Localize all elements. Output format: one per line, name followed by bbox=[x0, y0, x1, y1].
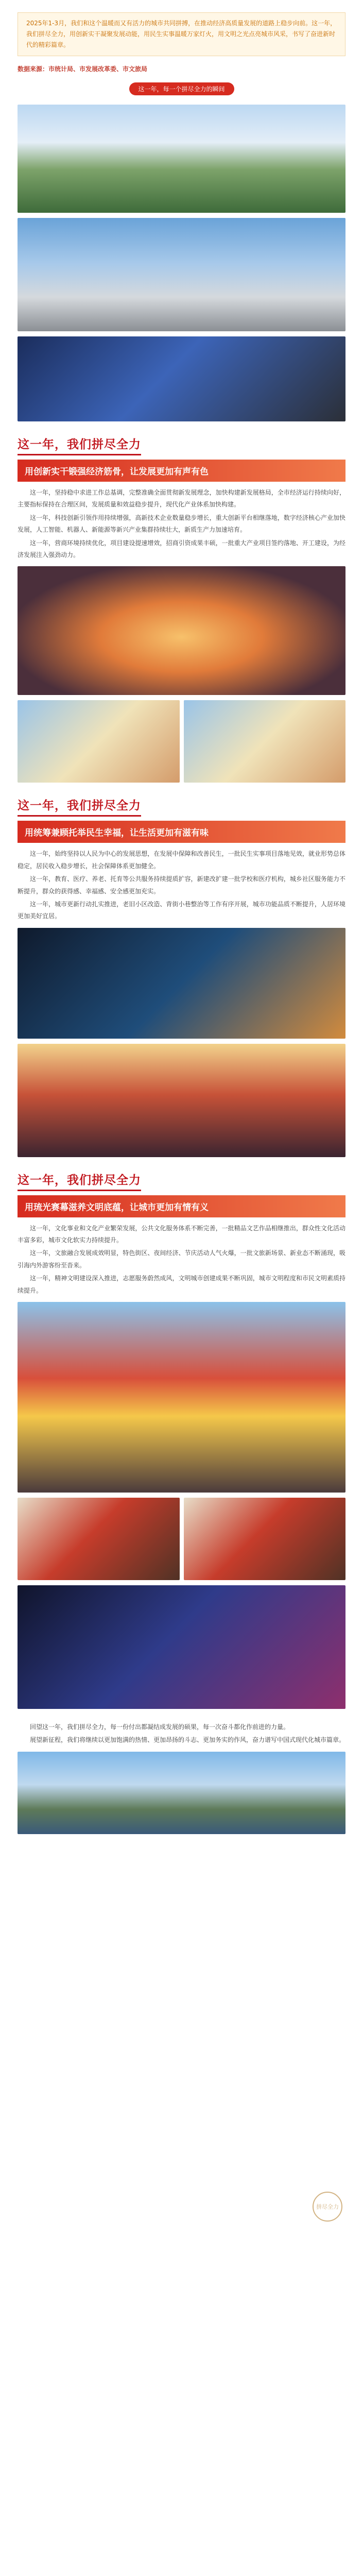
market-photo bbox=[18, 1498, 180, 1580]
robot-exhibition-photo bbox=[18, 336, 345, 421]
section-3-title: 这一年，我们拼尽全力 bbox=[18, 1171, 141, 1191]
campus-building-photo bbox=[18, 218, 345, 331]
exhibition-photo bbox=[18, 928, 345, 1039]
section-1-paragraph: 这一年，营商环境持续优化，项目建设提速增效，招商引资成果丰硕，一批重大产业项目签约落地、开工建设，为经济发展注入强劲动力。 bbox=[18, 539, 345, 558]
school-photo bbox=[184, 700, 346, 783]
section-3-paragraph: 这一年，精神文明建设深入推进，志愿服务蔚然成风，文明城市创建成果不断巩固，城市文明程度和市民文明素质持续提升。 bbox=[18, 1275, 345, 1294]
closing-paragraph: 回望这一年，我们拼尽全力，每一份付出都凝结成发展的硕果，每一次奋斗都化作前进的力量。 bbox=[30, 1723, 290, 1731]
source-line: 数据来源：市统计局、市发展改革委、市文旅局 bbox=[18, 65, 148, 73]
section-1-title: 这一年，我们拼尽全力 bbox=[18, 435, 141, 455]
community-photo bbox=[18, 700, 180, 783]
lantern-photo bbox=[184, 1498, 346, 1580]
intro-text: 2025年1-3月，我们和这个温暖而又有活力的城市共同拼搏，在推动经济高质量发展的道路上稳步向前。这一年，我们拼尽全力，用创新实干凝聚发展动能，用民生实事温暖万家灯火，用文明之光点亮城市风采，书写了奋进新时代的精彩篇章。 bbox=[26, 20, 337, 48]
section-2-paragraph: 这一年，始终坚持以人民为中心的发展思想，在发展中保障和改善民生，一批民生实事项目落地见效，就业形势总体稳定，居民收入稳步增长，社会保障体系更加健全。 bbox=[18, 850, 345, 870]
mall-photo bbox=[18, 1044, 345, 1157]
section-1-paragraph: 这一年，科技创新引领作用持续增强，高新技术企业数量稳步增长，重大创新平台相继落地，数字经济核心产业加快发展，人工智能、机器人、新能源等新兴产业集群持续壮大，新质生产力加速培育。 bbox=[18, 514, 345, 534]
section-3-paragraph: 这一年，文旅融合发展成效明显，特色街区、夜间经济、节庆活动人气火爆，一批文旅新场景、新业态不断涌现，吸引海内外游客纷至沓来。 bbox=[18, 1249, 345, 1269]
city-aerial-photo bbox=[18, 105, 345, 213]
section-2-subtitle: 用统筹兼顾托举民生幸福，让生活更加有滋有味 bbox=[18, 821, 345, 843]
section-1-header bbox=[18, 435, 345, 482]
intro-box bbox=[18, 12, 345, 56]
section-3-subtitle: 用琉光赛幕滋养文明底蕴，让城市更加有情有义 bbox=[18, 1195, 345, 1217]
section-2-header bbox=[18, 796, 345, 843]
section-2-title: 这一年，我们拼尽全力 bbox=[18, 796, 141, 817]
performance-photo bbox=[18, 1585, 345, 1709]
street-photo bbox=[18, 1302, 345, 1493]
photo-pair bbox=[18, 700, 345, 783]
closing-paragraph: 展望新征程，我们将继续以更加饱满的热情、更加昂扬的斗志、更加务实的作风，奋力谱写中国式现代化城市篇章。 bbox=[30, 1736, 345, 1744]
festival-photo bbox=[18, 566, 345, 695]
section-1-paragraph: 这一年，坚持稳中求进工作总基调，完整准确全面贯彻新发展理念，加快构建新发展格局，全市经济运行持续向好，主要指标保持在合理区间，发展质量和效益稳步提升，现代化产业体系加快构建。 bbox=[18, 489, 345, 509]
seal-stamp: 拼尽全力 bbox=[313, 2192, 342, 2222]
bridge-photo bbox=[18, 1752, 345, 1834]
section-2-paragraph: 这一年，城市更新行动扎实推进，老旧小区改造、背街小巷整治等工作有序开展，城市功能品质不断提升，人居环境更加美好宜居。 bbox=[18, 900, 345, 920]
photo-pair bbox=[18, 1498, 345, 1580]
section-3-paragraph: 这一年，文化事业和文化产业繁荣发展，公共文化服务体系不断完善，一批精品文艺作品相继推出，群众性文化活动丰富多彩，城市文化软实力持续提升。 bbox=[18, 1224, 345, 1244]
article bbox=[0, 12, 363, 1834]
section-1-subtitle: 用创新实干锻强经济筋骨，让发展更加有声有色 bbox=[18, 460, 345, 482]
section-2-paragraph: 这一年，教育、医疗、养老、托育等公共服务持续提质扩容，新建改扩建一批学校和医疗机构，城乡社区服务能力不断提升，群众的获得感、幸福感、安全感更加充实。 bbox=[18, 875, 345, 895]
section-3-header bbox=[18, 1171, 345, 1217]
section-label: 这一年，每一个拼尽全力的瞬间 bbox=[129, 82, 234, 95]
